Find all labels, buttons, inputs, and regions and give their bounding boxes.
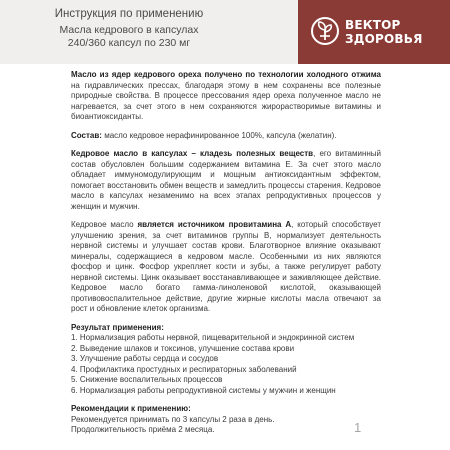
header-title: Инструкция по применению bbox=[54, 8, 204, 20]
para2-bold: Кедровое масло в капсулах – кладезь полезных веществ bbox=[71, 149, 314, 158]
brand-name bbox=[345, 18, 423, 46]
intro-text: на гидравлических прессах, благодаря этому в нем сохранены все полезные природные свойства. В процессе прессования ядер ореха полученное масло не нагревается, за счет этого в нем сохраняются жирорастворимые витамины и биоантиоксиданты. bbox=[71, 80, 381, 121]
leaf-in-circle-icon bbox=[310, 16, 340, 46]
instruction-content bbox=[71, 70, 381, 436]
header-text bbox=[0, 6, 258, 49]
provitamin-paragraph bbox=[71, 220, 381, 315]
list-item: 3. Улучшение работы сердца и сосудов bbox=[71, 354, 219, 363]
results-list bbox=[71, 333, 381, 396]
composition-paragraph bbox=[71, 131, 381, 142]
list-item: 5. Снижение воспалительных процессов bbox=[71, 375, 223, 384]
header-subtitle-line2: 240/360 капсул по 230 мг bbox=[67, 36, 191, 49]
results-section bbox=[71, 323, 381, 397]
intro-paragraph bbox=[71, 70, 381, 123]
brand-name-line1: ВЕКТОР bbox=[345, 18, 401, 32]
para3-bold: является источником провитамина А bbox=[137, 220, 292, 229]
recommendations-line2: Продолжительность приёма 2 месяца. bbox=[71, 425, 215, 434]
recommendations-section bbox=[71, 404, 381, 436]
para2-text: , его витаминный состав обусловлен большим содержанием витамина Е. За счет этого масло обладает иммуномодулирующим и мощным антиоксидантным эффектом, помогает восстановить обмен веществ и замедлить процессы старения. Кедровое масло в капсулах незаменимо на всех этапах репродуктивных процессов у женщин и мужчин. bbox=[71, 149, 381, 211]
results-title: Результат применения: bbox=[71, 322, 164, 332]
brand-banner bbox=[298, 0, 450, 64]
header bbox=[0, 0, 450, 64]
intro-bold: Масло из ядер кедрового ореха получено по технологии холодного отжима bbox=[71, 70, 381, 79]
list-item: 1. Нормализация работы нервной, пищеварительной и эндокринной систем bbox=[71, 333, 355, 342]
para3-text2: , который способствует улучшению зрения, за счет витаминов группы В, нормализует деятельность нервной системы и улучшает состав крови. Благотворное влияние оказывают минералы, содержащиеся в кедровом масле. Особенными из них являются фосфор и цинк. Фосфор укрепляет кости и зубы, а также регулирует работу нервной системы. Цинк оказывает восстанавливающее и заживляющее действие. Кедровое масло богато гамма-линоленовой кислотой, оказывающей противовоспалительное действие, другие жирные кислоты масла отвечают за рост и обновление клеток организма. bbox=[71, 220, 382, 313]
list-item: 6. Нормализация работы репродуктивной системы у мужчин и женщин bbox=[71, 385, 336, 395]
header-subtitle-line1: Масла кедрового в капсулах bbox=[59, 24, 199, 36]
recommendations-title: Рекомендации к применению: bbox=[71, 404, 191, 413]
para3-text1: Кедровое масло bbox=[71, 220, 138, 229]
page-number: 1 bbox=[354, 420, 362, 435]
list-item: 4. Профилактика простудных и респираторных заболеваний bbox=[71, 364, 297, 374]
composition-text: масло кедровое нерафинированное 100%, капсула (желатин). bbox=[101, 130, 337, 140]
list-item: 2. Выведение шлаков и токсинов, улучшение состава крови bbox=[71, 343, 295, 353]
composition-label: Состав: bbox=[71, 130, 102, 140]
recommendations-line1: Рекомендуется принимать по 3 капсулы 2 раза в день. bbox=[71, 414, 275, 424]
brand-name-line2: ЗДОРОВЬЯ bbox=[345, 32, 423, 46]
vitamin-e-paragraph bbox=[71, 149, 381, 212]
